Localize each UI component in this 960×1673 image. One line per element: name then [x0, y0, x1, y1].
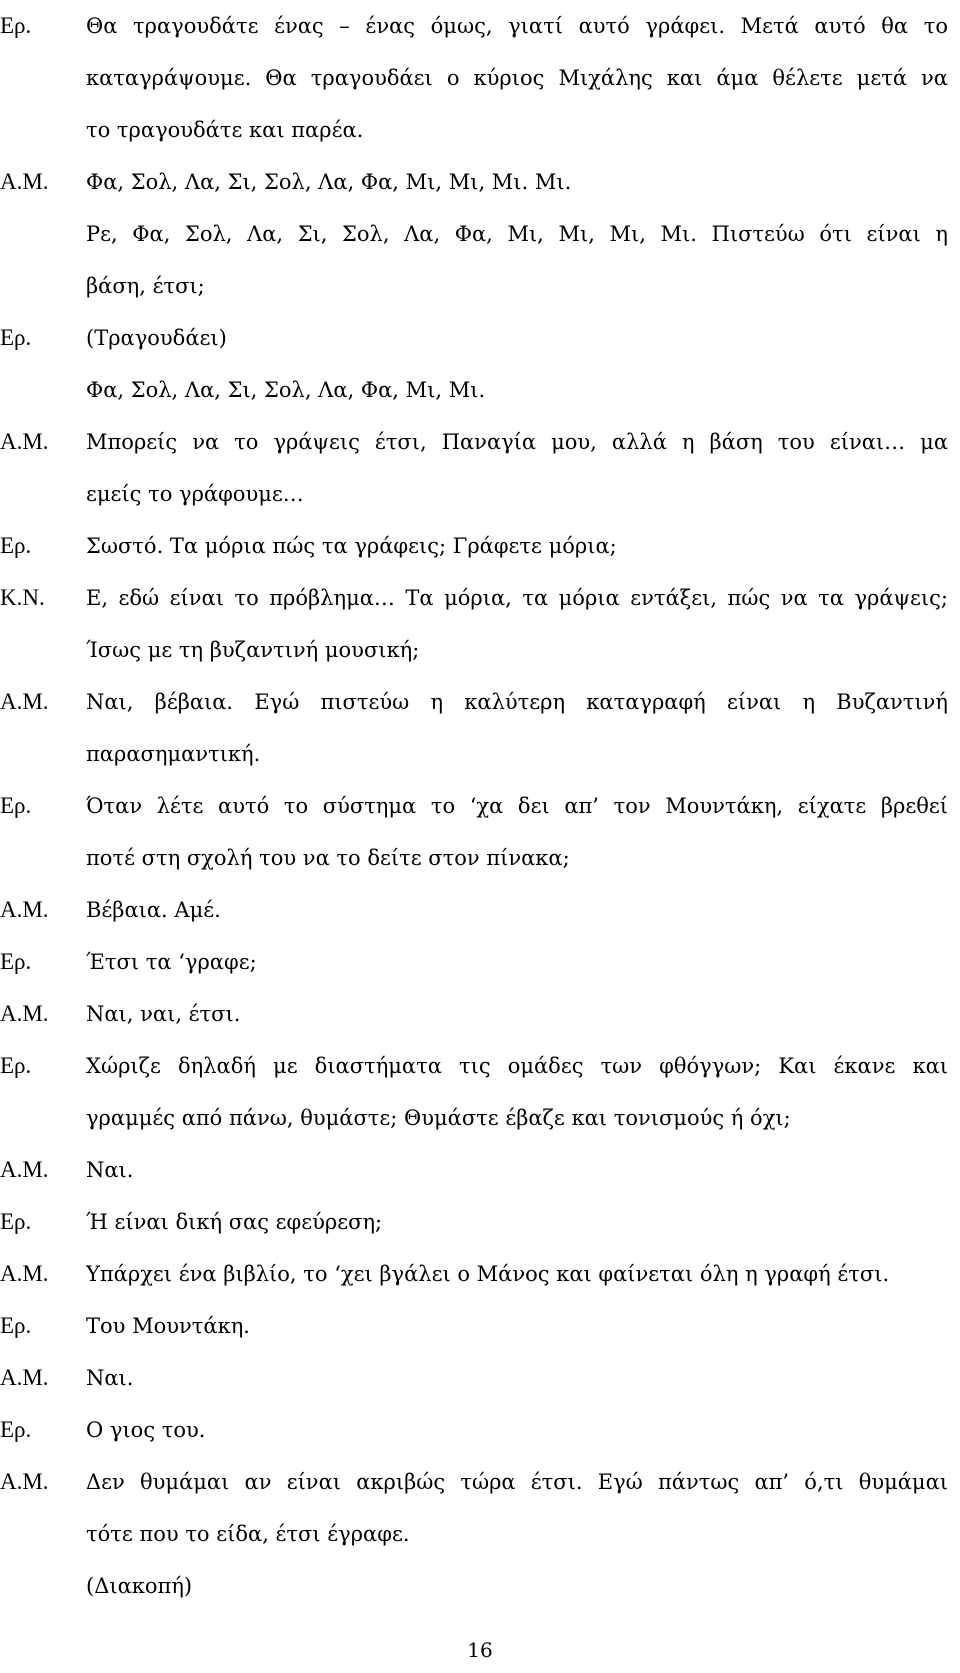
utterance-line: Ναι, ναι, έτσι. [86, 1002, 241, 1026]
utterance-line: παρασημαντική. [86, 742, 261, 766]
speaker-label: Ερ. [0, 1053, 32, 1078]
transcript-entry [0, 572, 960, 676]
utterance-line: Ε, εδώ είναι το πρόβλημα… Τα μόρια, τα μόρια εντάξει, πώς να τα γράψεις; [86, 586, 948, 610]
utterance-line: καταγράψουμε. Θα τραγουδάει ο κύριος Μιχάλης και άμα θέλετε μετά να [86, 66, 948, 90]
transcript-entry [0, 1404, 960, 1456]
speaker-label: Α.Μ. [0, 1469, 49, 1494]
speaker-label: Α.Μ. [0, 429, 49, 454]
speaker-label: Ερ. [0, 793, 32, 818]
speaker-label: Ερ. [0, 1417, 32, 1442]
transcript-entry [0, 884, 960, 936]
transcript-entry [0, 1196, 960, 1248]
speaker-label: Α.Μ. [0, 897, 49, 922]
transcript-entry [0, 520, 960, 572]
utterance-line: τότε που το είδα, έτσι έγραφε. [86, 1522, 410, 1546]
utterance-line: Θα τραγουδάτε ένας – ένας όμως, γιατί αυτό γράφει. Μετά αυτό θα το [86, 14, 948, 38]
utterance-line: Όταν λέτε αυτό το σύστημα το ‘χα δει απ’ τον Μουντάκη, είχατε βρεθεί [86, 794, 948, 818]
utterance-line: Ναι. [86, 1366, 134, 1390]
transcript-entry [0, 780, 960, 884]
speaker-label: Α.Μ. [0, 689, 49, 714]
transcript-entry [0, 1040, 960, 1144]
utterance-line: Φα, Σολ, Λα, Σι, Σολ, Λα, Φα, Μι, Μι, Μι. Μι. [86, 170, 572, 194]
speaker-label: Α.Μ. [0, 1157, 49, 1182]
utterance-line: Χώριζε δηλαδή με διαστήματα τις ομάδες των φθόγγων; Και έκανε και [86, 1054, 948, 1078]
page-number: 16 [467, 1638, 493, 1662]
transcript-entry [0, 1300, 960, 1352]
speaker-label: Ερ. [0, 13, 32, 38]
utterance-line: γραμμές από πάνω, θυμάστε; Θυμάστε έβαζε και τονισμούς ή όχι; [86, 1106, 791, 1130]
speaker-label: Ερ. [0, 1313, 32, 1338]
utterance-line: Βέβαια. Αμέ. [86, 898, 221, 922]
transcript-entry [0, 1248, 960, 1300]
transcript-entry [0, 988, 960, 1040]
utterance-line: Ναι, βέβαια. Εγώ πιστεύω η καλύτερη καταγραφή είναι η Βυζαντινή [86, 690, 948, 714]
utterance-line: (Διακοπή) [86, 1574, 193, 1598]
utterance-line: Του Μουντάκη. [86, 1314, 250, 1338]
speaker-label: Α.Μ. [0, 169, 49, 194]
transcript-entry [0, 936, 960, 988]
utterance-line: Ρε, Φα, Σολ, Λα, Σι, Σολ, Λα, Φα, Μι, Μι, Μι, Μι. Πιστεύω ότι είναι η [86, 222, 948, 246]
speaker-label: Κ.Ν. [0, 585, 45, 610]
utterance-line: Φα, Σολ, Λα, Σι, Σολ, Λα, Φα, Μι, Μι. [86, 378, 486, 402]
transcript-entry [0, 676, 960, 780]
utterance-line: το τραγουδάτε και παρέα. [86, 118, 364, 142]
transcript-entry [0, 416, 960, 520]
transcript-entry [0, 1144, 960, 1196]
transcript-entry [0, 1352, 960, 1404]
utterance-line: ποτέ στη σχολή του να το δείτε στον πίνακα; [86, 846, 570, 870]
speaker-label: Ερ. [0, 533, 32, 558]
speaker-label: Ερ. [0, 1209, 32, 1234]
utterance-line: βάση, έτσι; [86, 274, 205, 298]
utterance-line: Δεν θυμάμαι αν είναι ακριβώς τώρα έτσι. Εγώ πάντως απ’ ό,τι θυμάμαι [86, 1470, 948, 1494]
utterance-line: Μπορείς να το γράψεις έτσι, Παναγία μου, αλλά η βάση του είναι… μα [86, 430, 948, 454]
utterance-line: (Τραγουδάει) [86, 326, 227, 350]
transcript-entry [0, 312, 960, 416]
utterance-line: Ή είναι δική σας εφεύρεση; [86, 1210, 383, 1234]
utterance-line: εμείς το γράφουμε… [86, 482, 304, 506]
speaker-label: Α.Μ. [0, 1261, 49, 1286]
speaker-label: Α.Μ. [0, 1001, 49, 1026]
utterance-line: Σωστό. Τα μόρια πώς τα γράφεις; Γράφετε μόρια; [86, 534, 617, 558]
speaker-label: Ερ. [0, 949, 32, 974]
transcript-entry [0, 0, 960, 156]
transcript-entry [0, 156, 960, 312]
speaker-label: Α.Μ. [0, 1365, 49, 1390]
utterance-line: Ο γιος του. [86, 1418, 206, 1442]
utterance-line: Ίσως με τη βυζαντινή μουσική; [86, 638, 420, 662]
transcript-entry [0, 1456, 960, 1612]
utterance-line: Υπάρχει ένα βιβλίο, το ‘χει βγάλει ο Μάνος και φαίνεται όλη η γραφή έτσι. [86, 1262, 890, 1286]
utterance-line: Ναι. [86, 1158, 134, 1182]
speaker-label: Ερ. [0, 325, 32, 350]
utterance-line: Έτσι τα ‘γραφε; [86, 950, 257, 974]
